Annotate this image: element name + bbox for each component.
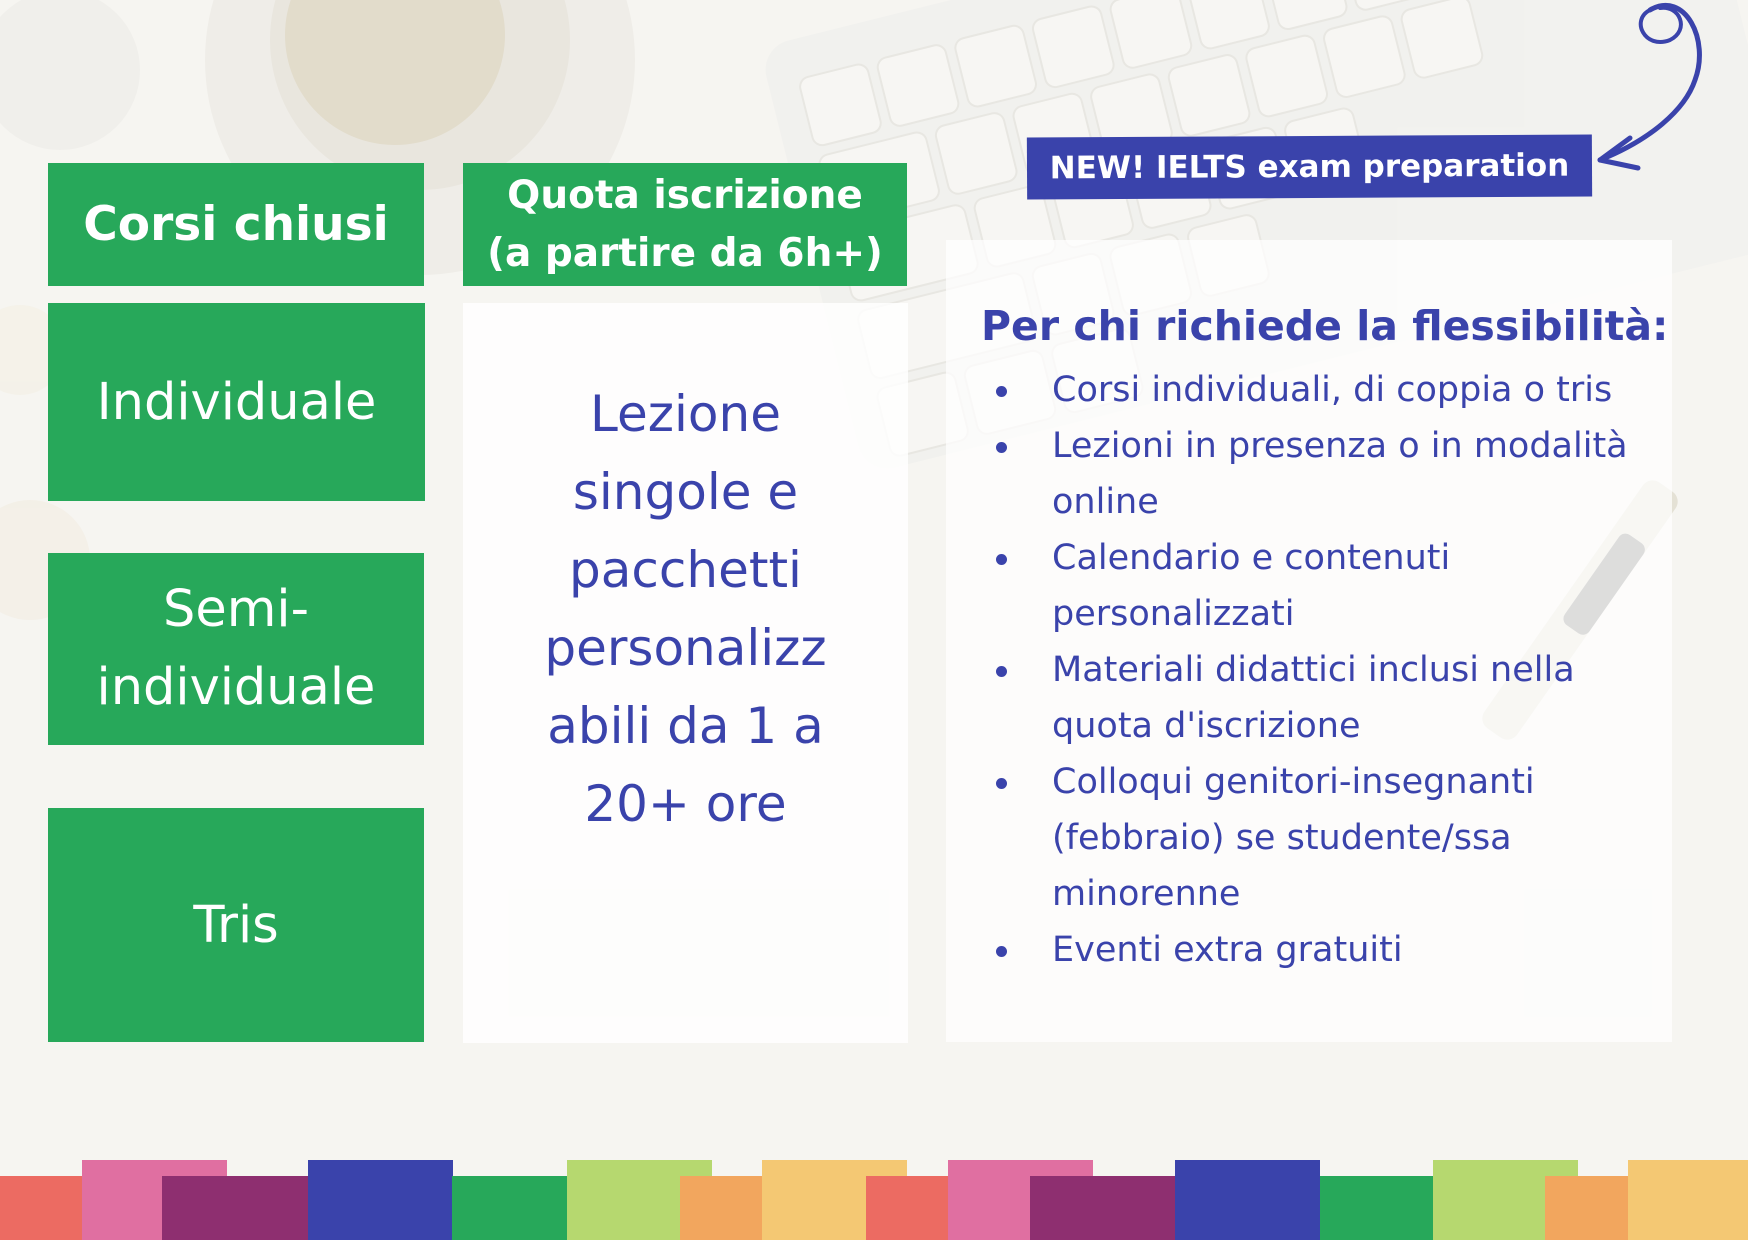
list-item-text: Colloqui genitori-insegnanti (febbraio) se studente/ssa minorenne <box>1052 762 1535 914</box>
arrow-icon <box>1590 0 1748 180</box>
course-semi-line2: individuale <box>96 658 376 717</box>
header-quota-iscrizione <box>463 163 907 286</box>
decorative-color-stripes <box>0 1160 1748 1240</box>
list-item <box>996 922 1656 978</box>
course-individuale-label: Individuale <box>96 372 377 432</box>
list-item <box>996 418 1656 530</box>
flexibility-panel <box>946 240 1672 1042</box>
pricing-description-panel <box>463 303 908 1043</box>
header-quota-line1: Quota iscrizione <box>507 172 863 218</box>
course-individuale <box>48 303 425 501</box>
course-semi-line1: Semi- <box>162 580 309 639</box>
list-item-text: Calendario e contenuti personalizzati <box>1052 538 1451 634</box>
list-item-text: Corsi individuali, di coppia o tris <box>1052 370 1613 410</box>
list-item-text: Lezioni in presenza o in modalità online <box>1052 426 1628 522</box>
header-quota-line2: (a partire da 6h+) <box>487 230 883 276</box>
list-item-text: Materiali didattici inclusi nella quota d'iscrizione <box>1052 650 1575 746</box>
bullet-icon <box>996 442 1007 453</box>
bullet-icon <box>996 946 1007 957</box>
bullet-icon <box>996 778 1007 789</box>
ielts-ribbon <box>1027 135 1592 200</box>
bullet-icon <box>996 666 1007 677</box>
list-item <box>996 362 1656 418</box>
bullet-icon <box>996 554 1007 565</box>
pricing-line: 20+ ore <box>584 775 787 833</box>
pricing-line: pacchetti <box>569 541 802 599</box>
flexibility-list <box>996 362 1656 978</box>
list-item-text: Eventi extra gratuiti <box>1052 930 1403 970</box>
course-tris-label: Tris <box>193 895 279 955</box>
pricing-line: singole e <box>572 463 799 521</box>
list-item <box>996 530 1656 642</box>
header-corsi-chiusi <box>48 163 424 286</box>
bullet-icon <box>996 386 1007 397</box>
list-item <box>996 642 1656 754</box>
pricing-line: abili da 1 a <box>547 697 824 755</box>
header-corsi-chiusi-label: Corsi chiusi <box>83 197 389 252</box>
flexibility-title: Per chi richiede la flessibilità: <box>981 302 1669 350</box>
pricing-line: personalizz <box>544 619 827 677</box>
list-item <box>996 754 1656 922</box>
course-tris <box>48 808 424 1042</box>
ielts-ribbon-text: NEW! IELTS exam preparation <box>1049 147 1570 187</box>
course-semi-individuale <box>48 553 424 745</box>
pricing-line: Lezione <box>590 385 781 443</box>
pricing-description-text <box>503 375 868 843</box>
